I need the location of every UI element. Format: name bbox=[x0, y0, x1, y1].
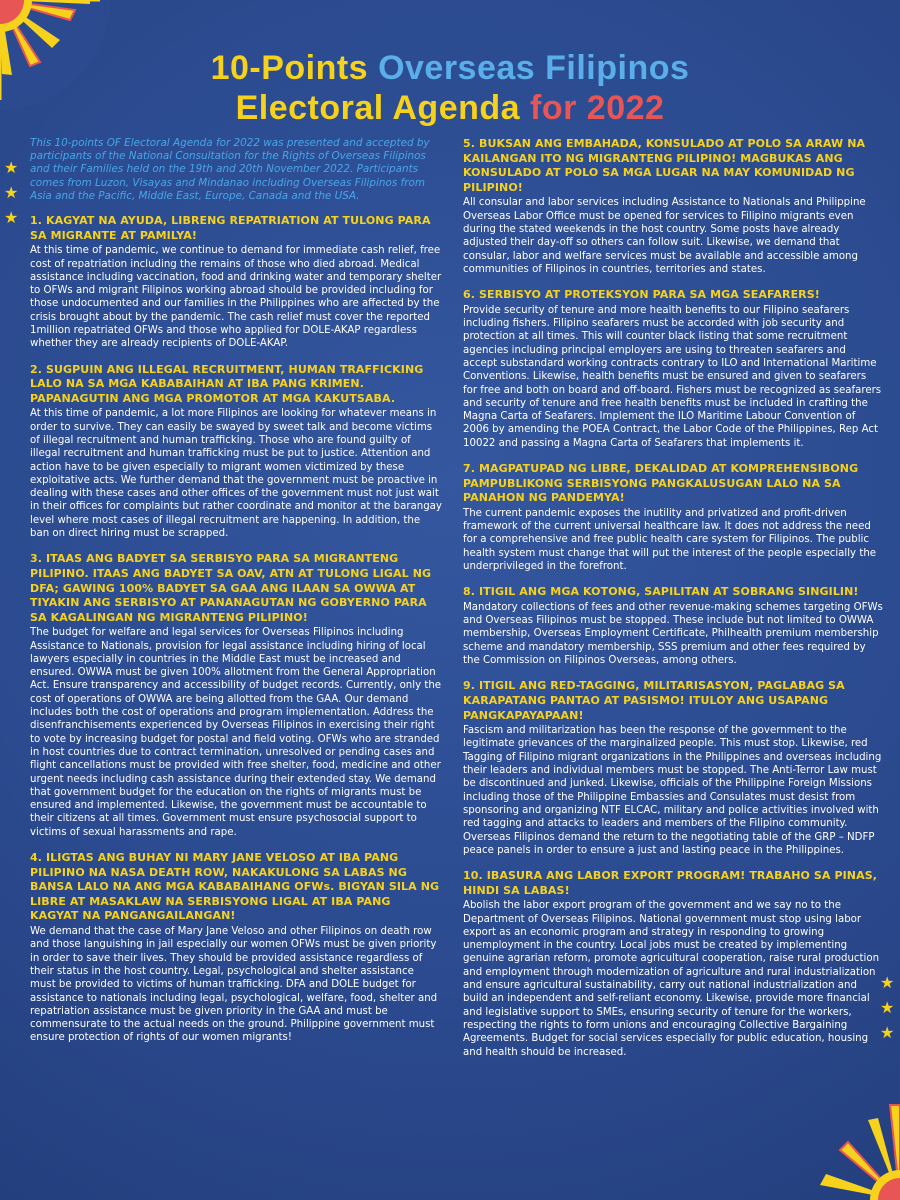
title-part: for 2022 bbox=[530, 89, 665, 127]
point-heading: 7. MAGPATUPAD NG LIBRE, DEKALIDAD AT KOMPREHENSIBONG PAMPUBLIKONG SERBISYONG PANGKALUSUGAN LALO NA SA PANAHON NG PANDEMYA! bbox=[463, 462, 859, 505]
point-heading: 2. SUGPUIN ANG ILLEGAL RECRUITMENT, HUMAN TRAFFICKING LALO NA SA MGA KABABAIHAN AT IBA PANG KRIMEN. PAPANAGUTIN ANG MGA PROMOTOR AT MGA KAKUTSABA. bbox=[30, 362, 424, 405]
point-heading: 5. BUKSAN ANG EMBAHADA, KONSULADO AT POLO SA ARAW NA KAILANGAN ITO NG MIGRANTENG PILIPINO! MAGBUKAS ANG KONSULADO AT POLO SA MGA LUGAR NA MAY KOMUNIDAD NG PILIPINO! bbox=[463, 137, 866, 194]
agenda-point bbox=[463, 288, 883, 450]
point-body: All consular and labor services including Assistance to Nationals and Philippine Overseas Labor Office must be opened for services to Filipino migrants even during the stated weekends in the host country. Some posts have already adjusted their day-off so others can follow suit. Likewise, we demand that consular, labor and welfare services must be available and accessible among communities of Filipinos in countries, territories and states. bbox=[463, 197, 866, 275]
star-icon: ★ bbox=[880, 973, 895, 992]
point-body: At this time of pandemic, we continue to demand for immediate cash relief, free cost of repatriation including the remains of those who died abroad. Medical assistance including vaccination, food and drinking water and temporary shelter to OFWs and migrant Filipinos working abroad should be provided including for those undocumented and our families in the Philippines who are affected by the crisis brought about by the pandemic. The cash relief must cover the reported 1million repatriated OFWs and those who applied for DOLE-AKAP regardless whether they are already recipients of DOLE-AKAP. bbox=[30, 245, 442, 350]
point-body: Provide security of tenure and more health benefits to our Filipino seafarers including fishers. Filipino seafarers must be accorded with job security and protection at all times. This will counter black listing that some recruitment agencies including principal employers are using to threaten seafarers and accept substandard working contracts contrary to ILO and International Maritime Conventions. Likewise, health benefits must be ensured and given to seafarers for free and both on board and off-board. Fishers must be recognized as seafarers and security of tenure and free health benefits must be included in crafting the Magna Carta of Seafarers. Implement the ILO Maritime Labour Convention of 2006 by amending the POEA Contract, the Labor Code of the Philippines, Rep Act 10022 and passing a Magna Carta of Seafarers that implements it. bbox=[463, 304, 882, 449]
left-column bbox=[30, 137, 442, 1057]
agenda-point bbox=[463, 585, 883, 667]
point-heading: 6. SERBISYO AT PROTEKSYON PARA SA MGA SEAFARERS! bbox=[463, 288, 820, 302]
agenda-point bbox=[30, 214, 442, 351]
title-part: Overseas Filipinos bbox=[378, 49, 690, 87]
point-body: The budget for welfare and legal services for Overseas Filipinos including Assistance to Nationals, provision for legal assistance including hiring of local lawyers especially in countries in the Middle East must be increased and ensured. OWWA must be given 100% allotment from the General Appropriation Act. Ensure transparency and accessibility of budget records. Currently, only the cost of operations of OWWA are being allotted from the GAA. Our demand includes both the cost of operations and program implementation. Address the disenfranchisements experienced by Overseas Filipinos in exercising their right to vote by increasing budget for postal and field voting. OFWs who are stranded in host countries due to contract termination, unresolved or pending cases and flight cancellations must be provided with free shelter, food, medicine and other urgent needs including cash assistance during their extended stay. We demand that government budget for the education on the rights of migrants must be ensured and implemented. Likewise, the government must be accountable to their citizens at all times. Government must ensure psychosocial support to victims of sexual harassments and rape. bbox=[30, 627, 442, 838]
intro-paragraph: This 10-points OF Electoral Agenda for 2022 was presented and accepted by participants of the National Consultation for the Rights of Overseas Filipinos and their Families held on the 19th and 20th November 2022. Participants comes from Luzon, Visayas and Mindanao including Overseas Filipinos from Asia and the Pacific, Middle East, Europe, Canada and the USA. bbox=[30, 137, 430, 202]
agenda-point bbox=[30, 851, 442, 1045]
point-heading: 8. ITIGIL ANG MGA KOTONG, SAPILITAN AT SOBRANG SINGILIN! bbox=[463, 585, 859, 599]
agenda-point bbox=[30, 552, 442, 839]
title-part: 10-Points bbox=[210, 49, 369, 87]
agenda-point bbox=[463, 462, 883, 573]
right-column bbox=[463, 137, 883, 1071]
agenda-point bbox=[463, 137, 883, 276]
point-heading: 1. KAGYAT NA AYUDA, LIBRENG REPATRIATION AT TULONG PARA SA MIGRANTE AT PAMILYA! bbox=[30, 214, 431, 242]
sun-rays-icon bbox=[790, 1090, 900, 1200]
point-heading: 3. ITAAS ANG BADYET SA SERBISYO PARA SA MIGRANTENG PILIPINO. ITAAS ANG BADYET SA OAV, ATN AT TULONG LIGAL NG DFA; GAWING 100% BADYET SA GAA ANG ILAAN SA OWWA AT TIYAKIN ANG SERBISYO AT PANANAGUTAN NG GOBYERNO PARA SA KAGALINGAN NG MIGRANTENG PILIPINO! bbox=[30, 552, 432, 624]
point-heading: 9. ITIGIL ANG RED-TAGGING, MILITARISASYON, PAGLABAG SA KARAPATANG PANTAO AT PASISMO! ITULOY ANG USAPANG PANGKAPAYAPAAN! bbox=[463, 679, 845, 722]
star-icon: ★ bbox=[880, 1023, 895, 1042]
point-body: Mandatory collections of fees and other revenue-making schemes targeting OFWs and Overseas Filipinos must be stopped. These include but not limited to OWWA membership, Overseas Employment Certificate, Philhealth premium membership scheme and mandatory membership, SSS premium and other fees required by the Commission on Filipinos Overseas, among others. bbox=[463, 601, 883, 667]
point-body: The current pandemic exposes the inutility and privatized and profit-driven framework of the current universal healthcare law. It does not address the need for a comprehensive and free public health care system for Filipinos. The public health system must change that will put the interest of the people especially the underprivileged in the forefront. bbox=[463, 507, 877, 572]
agenda-point bbox=[463, 869, 883, 1059]
star-icon: ★ bbox=[880, 998, 895, 1017]
point-body: Abolish the labor export program of the government and we say no to the Department of Overseas Filipinos. National government must stop using labor export as an economic program and strategy in responding to growing unemployment in the country. Local jobs must be created by implementing genuine agrarian reform, promote agricultural cooperation, raise rural production and employment through modernization of agriculture and rural industrialization and ensure agricultural sustainability, carry out national industrialization and build an independent and self-reliant economy. Likewise, provide more financial and legislative support to SMEs, ensuring security of tenure for the workers, respecting the rights to form unions and encouraging Collective Bargaining Agreements. Budget for social services especially for public education, housing and health should be increased. bbox=[463, 900, 880, 1058]
agenda-point bbox=[463, 679, 883, 857]
page-title bbox=[0, 48, 900, 128]
agenda-point bbox=[30, 363, 442, 541]
star-icon: ★ bbox=[4, 208, 19, 227]
star-icon: ★ bbox=[4, 158, 19, 177]
point-body: Fascism and militarization has been the response of the government to the legitimate grievances of the marginalized people. This must stop. Likewise, red Tagging of Filipino migrant organizations in the Philippines and overseas including their leaders and individual members must be stopped. The Anti-Terror Law must be discontinued and junked. Likewise, officials of the Philippine Foreign Missions including those of the Philippine Embassies and Consulates must desist from sponsoring and organizing NTF ELCAC, military and police activities involved with red tagging and attacks to leaders and members of the Filipino community. Overseas Filipinos demand the return to the negotiating table of the GRP – NDFP peace panels in order to ensure a just and lasting peace in the Philippines. bbox=[463, 725, 882, 856]
point-body: We demand that the case of Mary Jane Veloso and other Filipinos on death row and those languishing in jail especially our women OFWs must be given priority in order to save their lives. They should be provided assistance regardless of their status in the host country. Legal, psychological and shelter assistance must be provided to victims of human trafficking. DFA and DOLE budget for assistance to nationals including legal, psychological, welfare, food, shelter and repatriation assistance must be given priority in the GAA and must be commensurate to the actual needs on the ground. Philippine government must ensure protection of rights of our women migrants! bbox=[30, 926, 438, 1044]
point-heading: 10. IBASURA ANG LABOR EXPORT PROGRAM! TRABAHO SA PINAS, HINDI SA LABAS! bbox=[463, 869, 878, 897]
point-body: At this time of pandemic, a lot more Filipinos are looking for whatever means in order to survive. They can easily be swayed by sweet talk and become victims of illegal recruitment and human trafficking. Those who are found guilty of illegal recruitment and human trafficking must be put to justice. Attention and action have to be given especially to migrant women victimized by these exploitative acts. We further demand that the government must be proactive in dealing with these cases and other offices of the government must not just wait in their offices for complaints but rather coordinate and monitor at the barangay level where most cases of illegal recruitment are happening. In addition, the ban on direct hiring must be scrapped. bbox=[30, 408, 442, 540]
star-icon: ★ bbox=[4, 183, 19, 202]
title-part: Electoral Agenda bbox=[235, 89, 521, 127]
point-heading: 4. ILIGTAS ANG BUHAY NI MARY JANE VELOSO AT IBA PANG PILIPINO NA NASA DEATH ROW, NAKAKULONG SA LABAS NG BANSA LALO NA ANG MGA KABABAIHANG OFWs. BIGYAN SILA NG LIBRE AT MASAKLAW NA SERBISYONG LIGAL AT IBA PANG KAGYAT NA PANGANGAILANGAN! bbox=[30, 851, 440, 923]
